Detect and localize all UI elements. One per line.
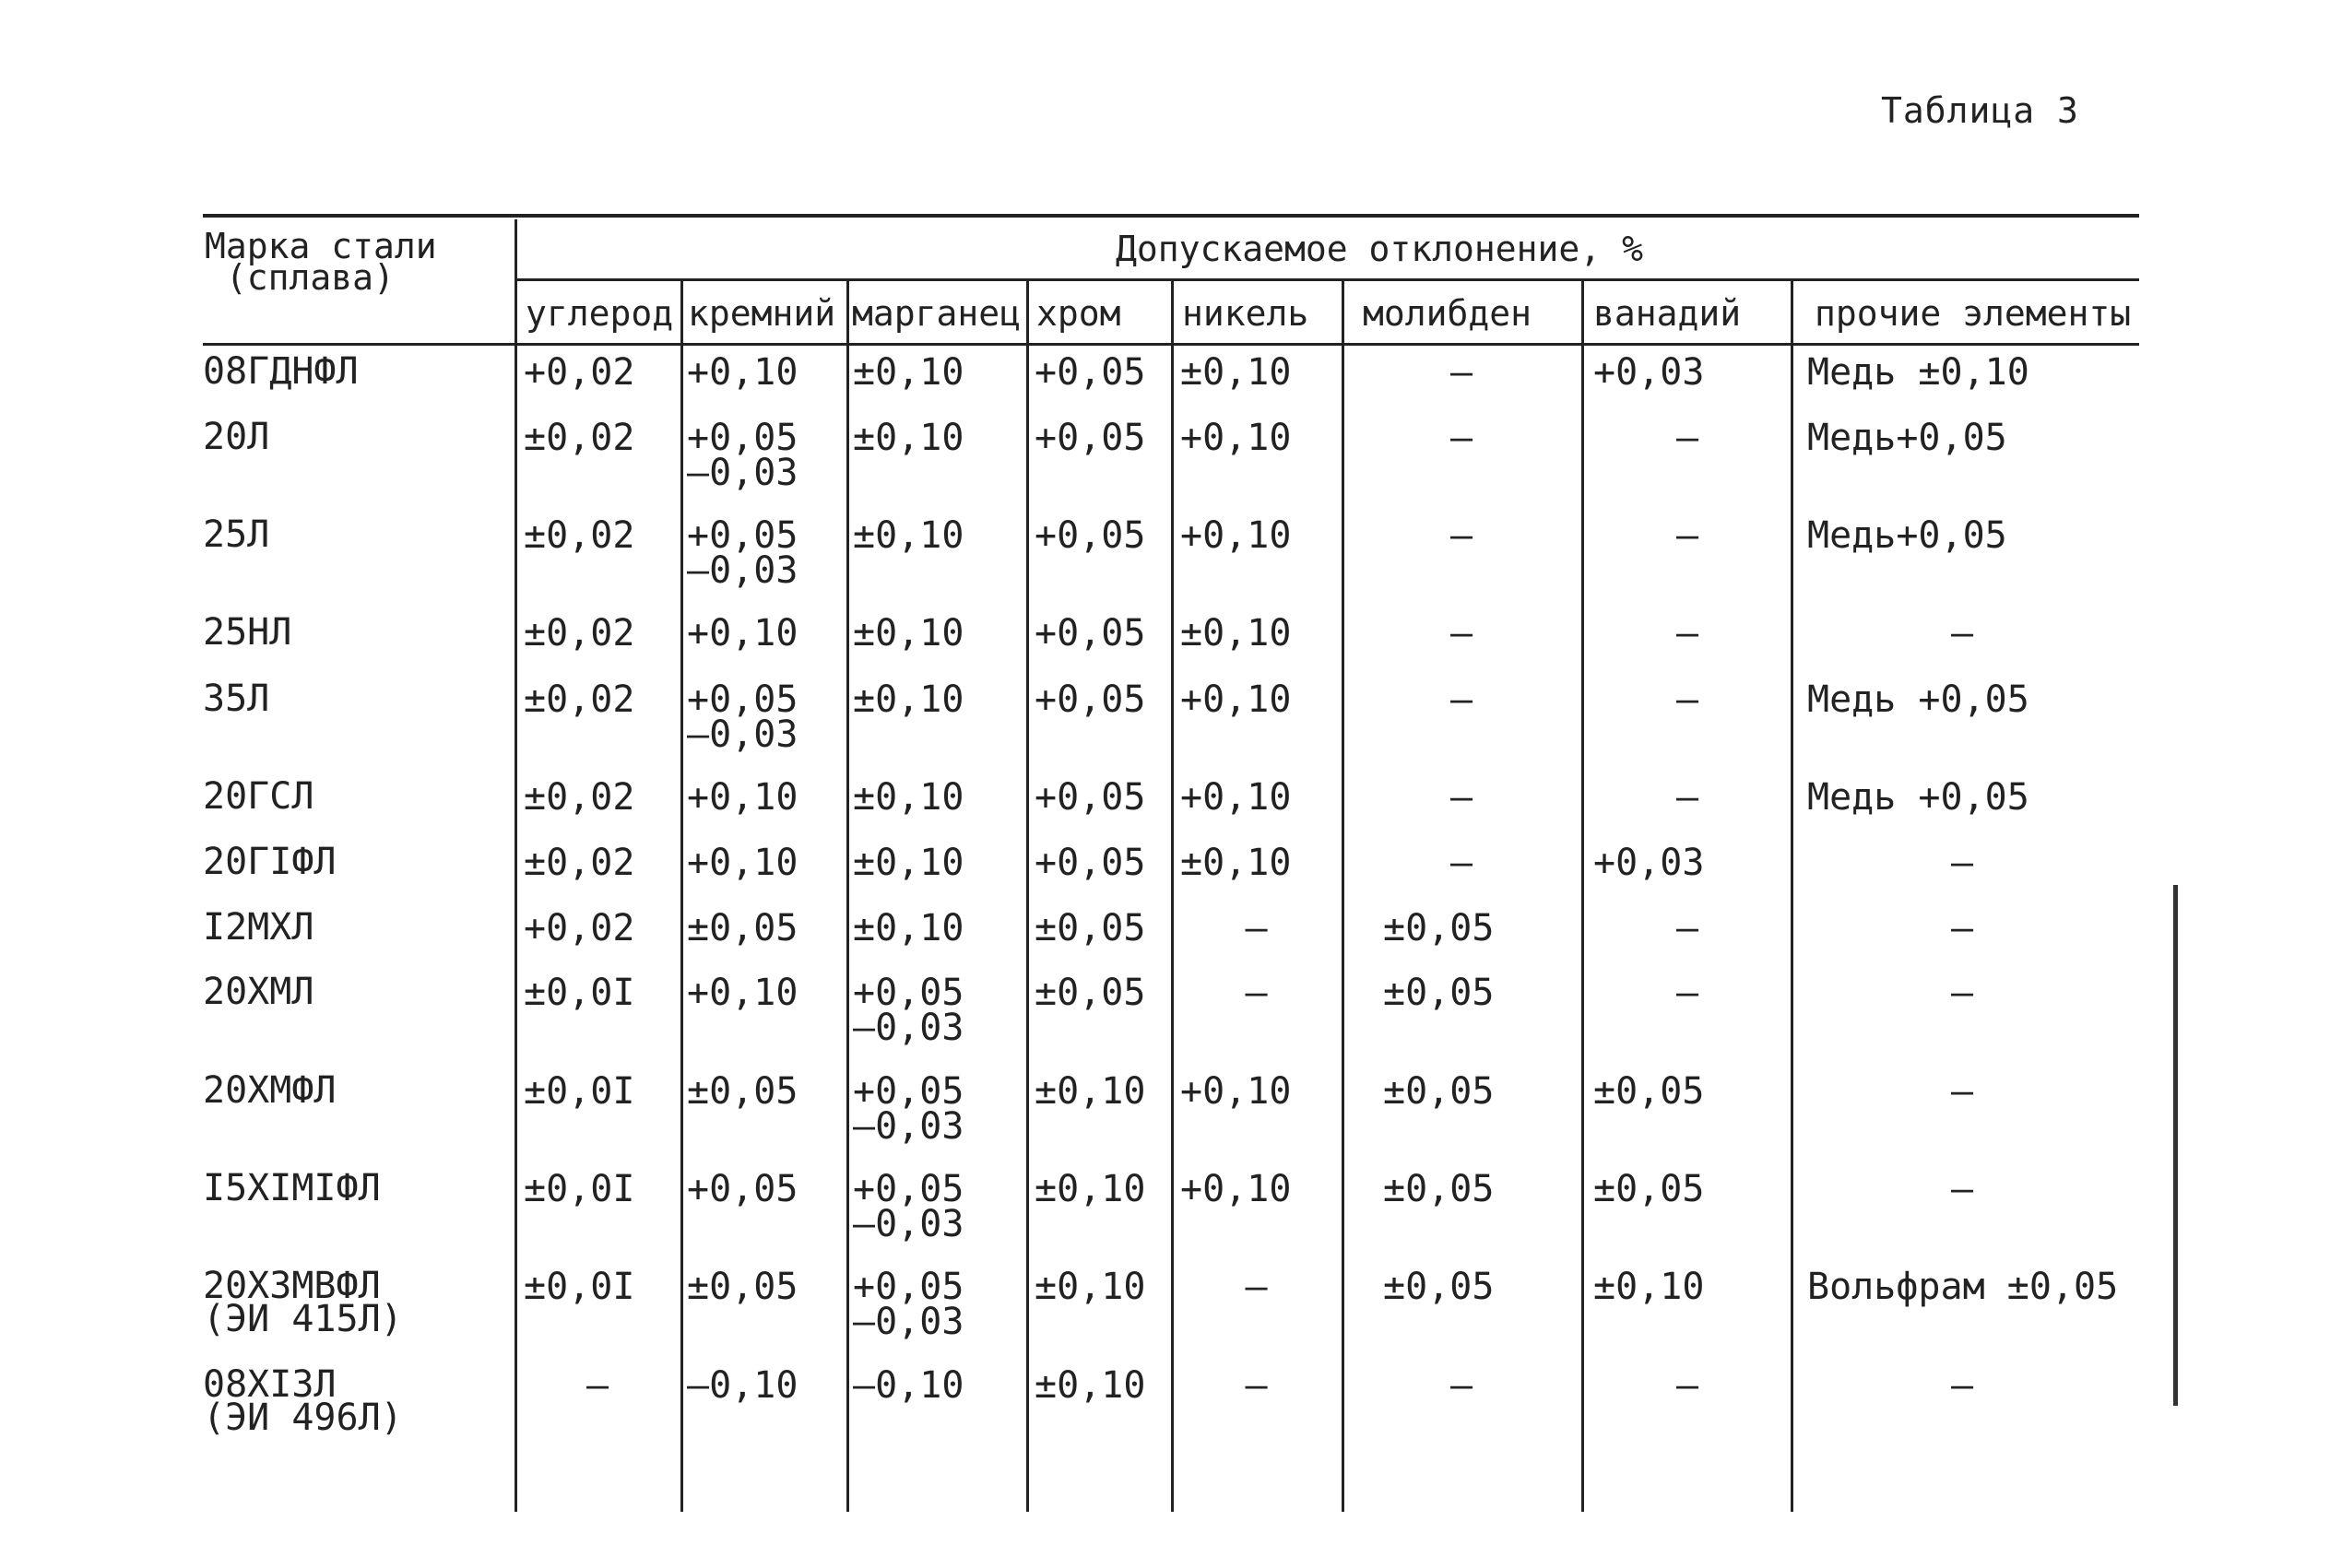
cell-grade: I5ХIМIФЛ (203, 1167, 381, 1209)
cell-vanadium: ±0,10 (1593, 1266, 1705, 1308)
cell-vanadium: – (1675, 907, 1699, 949)
header-col-manganese: марганец (852, 293, 1022, 334)
cell-grade: 25Л (203, 513, 270, 556)
cell-chromium: ±0,05 (1035, 972, 1146, 1014)
cell-silicon: +0,05 –0,03 (687, 514, 798, 592)
cell-grade: 20Х3МВФЛ (ЭИ 415Л) (203, 1265, 403, 1340)
cell-chromium: ±0,10 (1035, 1364, 1146, 1407)
cell-vanadium: – (1675, 1364, 1699, 1407)
cell-grade: I2МХЛ (203, 906, 314, 949)
cell-silicon: ±0,05 (687, 1070, 798, 1113)
cell-other: Медь+0,05 (1807, 417, 2007, 459)
cell-grade: 08ГДНФЛ (203, 350, 359, 393)
cell-molybdenum: – (1449, 678, 1473, 721)
cell-manganese: ±0,10 (853, 351, 964, 394)
cell-vanadium: ±0,05 (1593, 1070, 1705, 1113)
table-caption: Таблица 3 (1881, 90, 2079, 131)
cell-vanadium: – (1675, 417, 1699, 459)
header-col-nickel: никель (1182, 293, 1309, 334)
cell-nickel: +0,10 (1180, 1168, 1292, 1210)
cell-other: – (1950, 612, 1974, 654)
cell-silicon: ±0,05 (687, 1266, 798, 1308)
header-group-rule (516, 278, 2139, 281)
cell-manganese: +0,05 –0,03 (853, 1168, 964, 1245)
cell-molybdenum: – (1449, 514, 1473, 557)
cell-nickel: ±0,10 (1180, 612, 1292, 654)
cell-grade: 20ГСЛ (203, 775, 314, 818)
cell-carbon: ±0,0I (524, 1168, 635, 1210)
cell-chromium: +0,05 (1035, 612, 1146, 654)
cell-chromium: +0,05 (1035, 351, 1146, 394)
col-divider (1171, 281, 1174, 1512)
cell-other: Вольфрам ±0,05 (1807, 1266, 2119, 1308)
cell-vanadium: – (1675, 514, 1699, 557)
cell-molybdenum: – (1449, 1364, 1473, 1407)
cell-other: Медь ±0,10 (1807, 351, 2029, 394)
cell-molybdenum: – (1449, 417, 1473, 459)
header-col-vanadium: ванадий (1593, 293, 1742, 334)
cell-nickel: – (1245, 1266, 1268, 1308)
cell-manganese: +0,05 –0,03 (853, 972, 964, 1049)
cell-carbon: ±0,02 (524, 842, 635, 884)
cell-chromium: +0,05 (1035, 417, 1146, 459)
cell-vanadium: +0,03 (1593, 351, 1705, 394)
cell-silicon: +0,05 –0,03 (687, 417, 798, 494)
col-divider (846, 281, 849, 1512)
cell-manganese: ±0,10 (853, 776, 964, 819)
cell-vanadium: – (1675, 612, 1699, 654)
cell-molybdenum: ±0,05 (1383, 972, 1495, 1014)
cell-carbon: – (585, 1364, 609, 1407)
cell-silicon: –0,10 (687, 1364, 798, 1407)
table-top-rule (203, 214, 2139, 218)
cell-manganese: ±0,10 (853, 417, 964, 459)
cell-carbon: ±0,0I (524, 972, 635, 1014)
cell-grade: 20Л (203, 416, 270, 458)
cell-silicon: +0,10 (687, 612, 798, 654)
cell-other: – (1950, 1168, 1974, 1210)
cell-carbon: ±0,0I (524, 1266, 635, 1308)
cell-grade: 08ХI3Л (ЭИ 496Л) (203, 1363, 403, 1439)
cell-silicon: +0,10 (687, 351, 798, 394)
cell-nickel: +0,10 (1180, 776, 1292, 819)
cell-vanadium: – (1675, 678, 1699, 721)
cell-vanadium: – (1675, 972, 1699, 1014)
col-divider (680, 281, 683, 1512)
cell-chromium: ±0,10 (1035, 1070, 1146, 1113)
cell-chromium: +0,05 (1035, 776, 1146, 819)
cell-carbon: +0,02 (524, 351, 635, 394)
cell-molybdenum: – (1449, 776, 1473, 819)
cell-molybdenum: ±0,05 (1383, 1266, 1495, 1308)
cell-nickel: – (1245, 972, 1268, 1014)
col-divider (1342, 281, 1344, 1512)
col-divider (1581, 281, 1584, 1512)
cell-carbon: ±0,02 (524, 678, 635, 721)
cell-other: Медь +0,05 (1807, 776, 2029, 819)
cell-other: – (1950, 907, 1974, 949)
margin-mark (2173, 885, 2178, 1406)
cell-chromium: ±0,10 (1035, 1168, 1146, 1210)
cell-chromium: ±0,05 (1035, 907, 1146, 949)
cell-silicon: +0,10 (687, 776, 798, 819)
cell-manganese: +0,05 –0,03 (853, 1070, 964, 1148)
cell-other: – (1950, 1364, 1974, 1407)
cell-grade: 20ХМЛ (203, 971, 314, 1013)
cell-vanadium: +0,03 (1593, 842, 1705, 884)
cell-nickel: ±0,10 (1180, 351, 1292, 394)
cell-carbon: ±0,02 (524, 612, 635, 654)
cell-nickel: +0,10 (1180, 417, 1292, 459)
cell-nickel: +0,10 (1180, 678, 1292, 721)
cell-manganese: ±0,10 (853, 678, 964, 721)
cell-manganese: ±0,10 (853, 842, 964, 884)
header-col-molybdenum: молибден (1363, 293, 1532, 334)
cell-nickel: – (1245, 907, 1268, 949)
col-divider (514, 219, 517, 1512)
cell-chromium: +0,05 (1035, 678, 1146, 721)
cell-vanadium: ±0,05 (1593, 1168, 1705, 1210)
cell-other: – (1950, 972, 1974, 1014)
header-col-chromium: хром (1036, 293, 1121, 334)
cell-molybdenum: – (1449, 842, 1473, 884)
cell-other: – (1950, 1070, 1974, 1113)
cell-carbon: ±0,02 (524, 417, 635, 459)
cell-grade: 25НЛ (203, 611, 292, 654)
header-col-silicon: кремний (688, 293, 836, 334)
cell-other: – (1950, 842, 1974, 884)
col-divider (1791, 281, 1793, 1512)
cell-manganese: ±0,10 (853, 612, 964, 654)
cell-silicon: +0,10 (687, 972, 798, 1014)
col-divider (1026, 281, 1029, 1512)
cell-chromium: +0,05 (1035, 514, 1146, 557)
header-grade: Марка стали (сплава) (205, 226, 437, 298)
cell-silicon: +0,10 (687, 842, 798, 884)
cell-manganese: –0,10 (853, 1364, 964, 1407)
header-col-carbon: углерод (526, 293, 674, 334)
header-col-other: прочие элементы (1815, 293, 2132, 334)
cell-grade: 20ГIФЛ (203, 841, 337, 883)
cell-molybdenum: ±0,05 (1383, 1070, 1495, 1113)
cell-nickel: +0,10 (1180, 1070, 1292, 1113)
cell-other: Медь+0,05 (1807, 514, 2007, 557)
cell-molybdenum: – (1449, 351, 1473, 394)
cell-molybdenum: ±0,05 (1383, 907, 1495, 949)
cell-manganese: +0,05 –0,03 (853, 1266, 964, 1343)
cell-carbon: ±0,02 (524, 776, 635, 819)
cell-carbon: ±0,0I (524, 1070, 635, 1113)
cell-nickel: +0,10 (1180, 514, 1292, 557)
cell-nickel: ±0,10 (1180, 842, 1292, 884)
cell-grade: 20ХМФЛ (203, 1069, 337, 1112)
cell-manganese: ±0,10 (853, 907, 964, 949)
header-group-title: Допускаемое отклонение, % (1116, 229, 1643, 269)
cell-other: Медь +0,05 (1807, 678, 2029, 721)
cell-silicon: +0,05 –0,03 (687, 678, 798, 756)
cell-chromium: +0,05 (1035, 842, 1146, 884)
cell-carbon: ±0,02 (524, 514, 635, 557)
cell-molybdenum: – (1449, 612, 1473, 654)
cell-manganese: ±0,10 (853, 514, 964, 557)
cell-vanadium: – (1675, 776, 1699, 819)
cell-nickel: – (1245, 1364, 1268, 1407)
cell-carbon: +0,02 (524, 907, 635, 949)
cell-silicon: +0,05 (687, 1168, 798, 1210)
cell-silicon: ±0,05 (687, 907, 798, 949)
cell-chromium: ±0,10 (1035, 1266, 1146, 1308)
cell-molybdenum: ±0,05 (1383, 1168, 1495, 1210)
cell-grade: 35Л (203, 678, 270, 720)
